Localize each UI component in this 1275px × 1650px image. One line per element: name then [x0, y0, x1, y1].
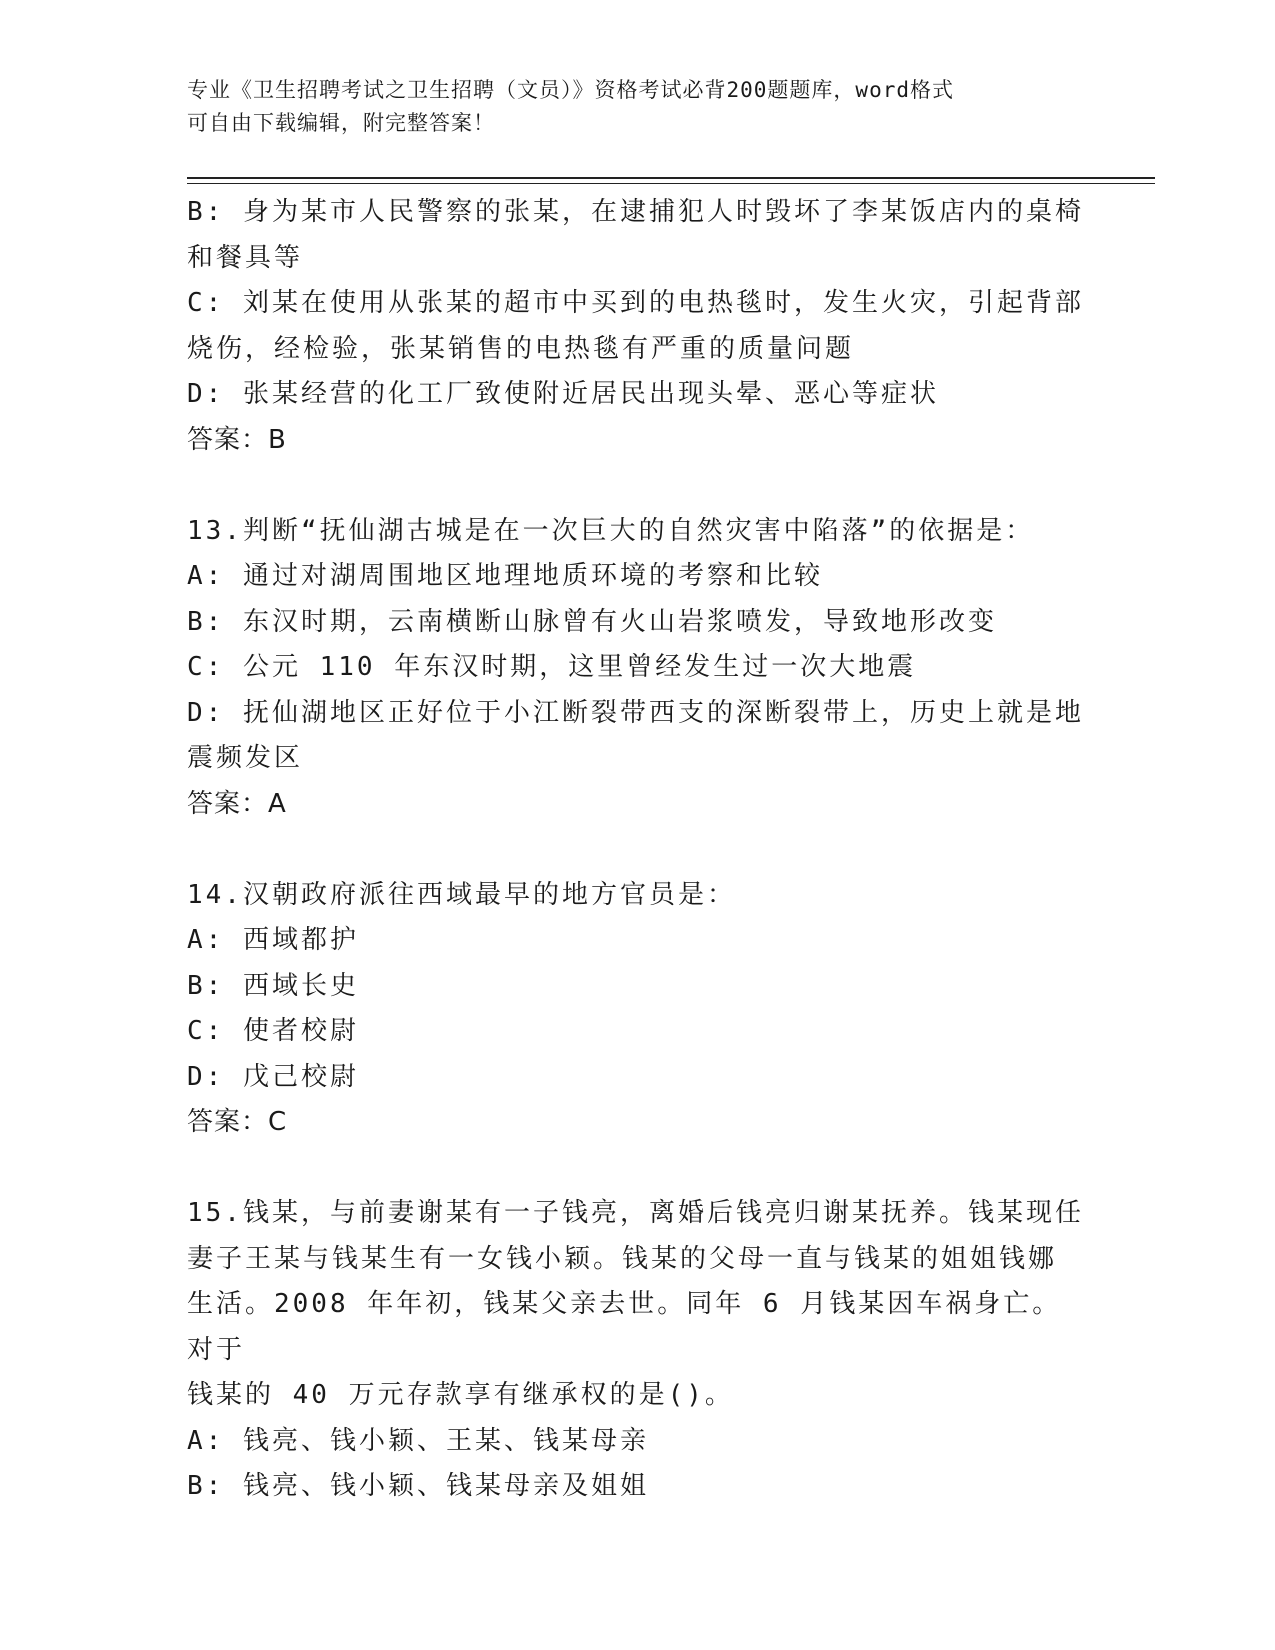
q14-option-c: C: 使者校尉 — [187, 1016, 359, 1046]
q12-answer: 答案：B — [187, 424, 287, 455]
page-header — [187, 74, 1087, 140]
q15-stem-line-2: 妻子王某与钱某生有一女钱小颖。钱某的父母一直与钱某的姐姐钱娜 — [187, 1243, 1058, 1274]
q12-option-c-line-2: 烧伤，经检验，张某销售的电热毯有严重的质量问题 — [187, 333, 855, 364]
q15-option-b: B: 钱亮、钱小颖、钱某母亲及姐姐 — [187, 1471, 649, 1501]
q15-stem-line-4: 钱某的 40 万元存款享有继承权的是()。 — [187, 1380, 734, 1410]
q14-option-b: B: 西域长史 — [187, 970, 359, 1001]
question-12 — [187, 190, 1087, 463]
q12-option-d: D: 张某经营的化工厂致使附近居民出现头晕、恶心等症状 — [187, 379, 939, 409]
header-title-line-1: 专业《卫生招聘考试之卫生招聘（文员）》资格考试必背200题题库，word格式 — [187, 78, 954, 102]
q15-stem-line-3: 生活。2008 年年初，钱某父亲去世。同年 6 月钱某因车祸身亡。对于 — [187, 1289, 1062, 1365]
q13-option-c: C: 公元 110 年东汉时期，这里曾经发生过一次大地震 — [187, 652, 917, 682]
question-13 — [187, 509, 1087, 828]
q14-answer: 答案：C — [187, 1107, 288, 1137]
q12-option-b-line-1: B: 身为某市人民警察的张某，在逮捕犯人时毁坏了李某饭店内的桌椅 — [187, 197, 1084, 227]
q13-option-b: B: 东汉时期，云南横断山脉曾有火山岩浆喷发，导致地形改变 — [187, 606, 997, 637]
question-content — [187, 190, 1087, 1510]
q14-stem: 14.汉朝政府派往西域最早的地方官员是： — [187, 879, 736, 910]
q14-option-a: A: 西域都护 — [187, 925, 359, 955]
q13-option-d-line-1: D: 抚仙湖地区正好位于小江断裂带西支的深断裂带上，历史上就是地 — [187, 697, 1084, 728]
q13-option-d-line-2: 震频发区 — [187, 743, 304, 773]
q15-stem-line-1: 15.钱某，与前妻谢某有一子钱亮，离婚后钱亮归谢某抚养。钱某现任 — [187, 1198, 1084, 1228]
header-title-line-2: 可自由下载编辑，附完整答案！ — [187, 111, 495, 135]
q12-option-b-line-2: 和餐具等 — [187, 242, 304, 273]
q15-option-a: A: 钱亮、钱小颖、王某、钱某母亲 — [187, 1425, 649, 1456]
spacer — [187, 463, 1087, 509]
spacer — [187, 827, 1087, 873]
header-divider — [187, 177, 1155, 184]
q13-answer: 答案：A — [187, 788, 287, 819]
q13-stem: 13.判断“抚仙湖古城是在一次巨大的自然灾害中陷落”的依据是： — [187, 515, 1035, 546]
q12-option-c-line-1: C: 刘某在使用从张某的超市中买到的电热毯时，发生火灾，引起背部 — [187, 288, 1084, 318]
q13-option-a: A: 通过对湖周围地区地理地质环境的考察和比较 — [187, 561, 823, 591]
question-14 — [187, 873, 1087, 1146]
q14-option-d: D: 戊己校尉 — [187, 1061, 359, 1092]
spacer — [187, 1146, 1087, 1192]
question-15 — [187, 1191, 1087, 1510]
